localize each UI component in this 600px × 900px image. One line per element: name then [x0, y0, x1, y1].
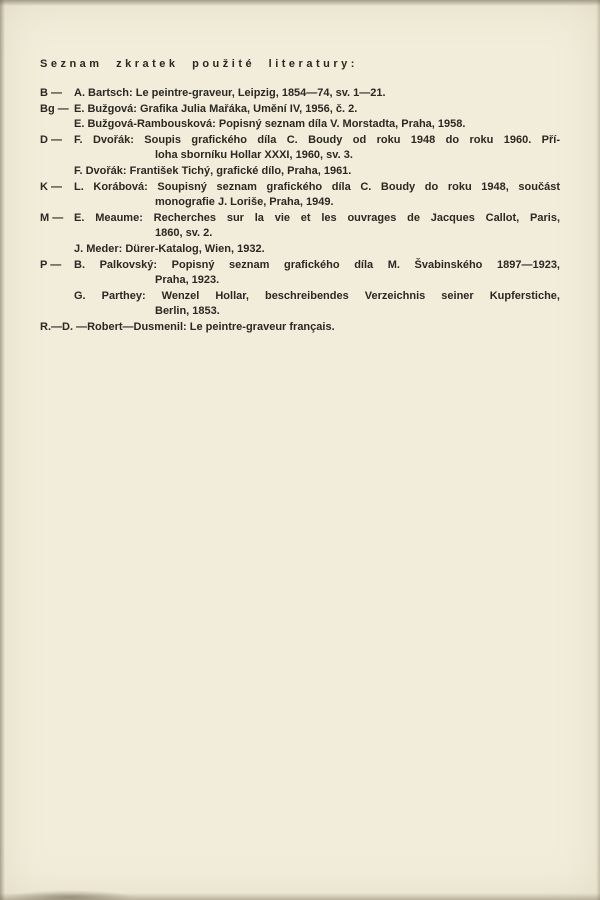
entry-text: monografie J. Loriše, Praha, 1949.	[155, 196, 334, 209]
bibliography-line	[40, 304, 560, 320]
entry-text: A. Bartsch: Le peintre-graveur, Leipzig, 1854—74, sv. 1—21.	[74, 87, 386, 99]
bibliography-line	[40, 258, 560, 274]
entry-text: 1860, sv. 2.	[155, 227, 213, 240]
entry-text: Praha, 1923.	[155, 274, 220, 287]
abbreviation: R.—D. —	[40, 320, 88, 333]
bibliography-line	[40, 86, 560, 102]
abbreviation-list	[40, 86, 560, 336]
bibliography-line	[40, 320, 560, 336]
bibliography-line	[40, 164, 560, 180]
entry-text: E. Meaume: Recherches sur la vie et les ouvrages de Jacques Callot, Paris,	[74, 211, 560, 224]
entry-text: F. Dvořák: Soupis grafického díla C. Boudy od roku 1948 do roku 1960. Pří-	[74, 133, 560, 146]
abbreviation: K —	[40, 180, 62, 193]
bibliography-line	[40, 226, 560, 242]
bibliography-line	[40, 133, 560, 149]
abbreviation: D —	[40, 133, 62, 146]
entry-text: F. Dvořák: František Tichý, grafické dílo, Praha, 1961.	[74, 164, 352, 177]
abbreviation: B —	[40, 87, 62, 99]
bibliography-line	[40, 273, 560, 289]
abbreviation: M —	[40, 211, 64, 224]
bibliography-line	[40, 242, 560, 258]
bibliography-line	[40, 180, 560, 196]
bibliography-line	[40, 211, 560, 227]
page-title: Seznam zkratek použité literatury:	[40, 58, 358, 70]
entry-text: Berlin, 1853.	[155, 305, 220, 318]
entry-text: J. Meder: Dürer-Katalog, Wien, 1932.	[74, 242, 265, 255]
bibliography-line	[40, 195, 560, 211]
bibliography-line	[40, 148, 560, 164]
entry-text: B. Palkovský: Popisný seznam grafického díla M. Švabinského 1897—1923,	[74, 258, 560, 271]
entry-text: Robert—Dusmenil: Le peintre-graveur français.	[87, 320, 335, 333]
entry-text: E. Bužgová: Grafika Julia Mařáka, Umění IV, 1956, č. 2.	[74, 102, 358, 115]
bibliography-line	[40, 289, 560, 305]
bibliography-line	[40, 117, 560, 133]
page-content	[0, 0, 600, 336]
entry-text: loha sborníku Hollar XXXI, 1960, sv. 3.	[155, 149, 353, 162]
abbreviation: P —	[40, 258, 62, 271]
bibliography-line	[40, 102, 560, 118]
entry-text: E. Bužgová-Rambousková: Popisný seznam díla V. Morstadta, Praha, 1958.	[74, 118, 466, 131]
abbreviation: Bg —	[40, 102, 69, 115]
entry-text: G. Parthey: Wenzel Hollar, beschreibendes Verzeichnis seiner Kupferstiche,	[74, 289, 560, 302]
entry-text: L. Korábová: Soupisný seznam grafického díla C. Boudy do roku 1948, součást	[74, 180, 560, 193]
